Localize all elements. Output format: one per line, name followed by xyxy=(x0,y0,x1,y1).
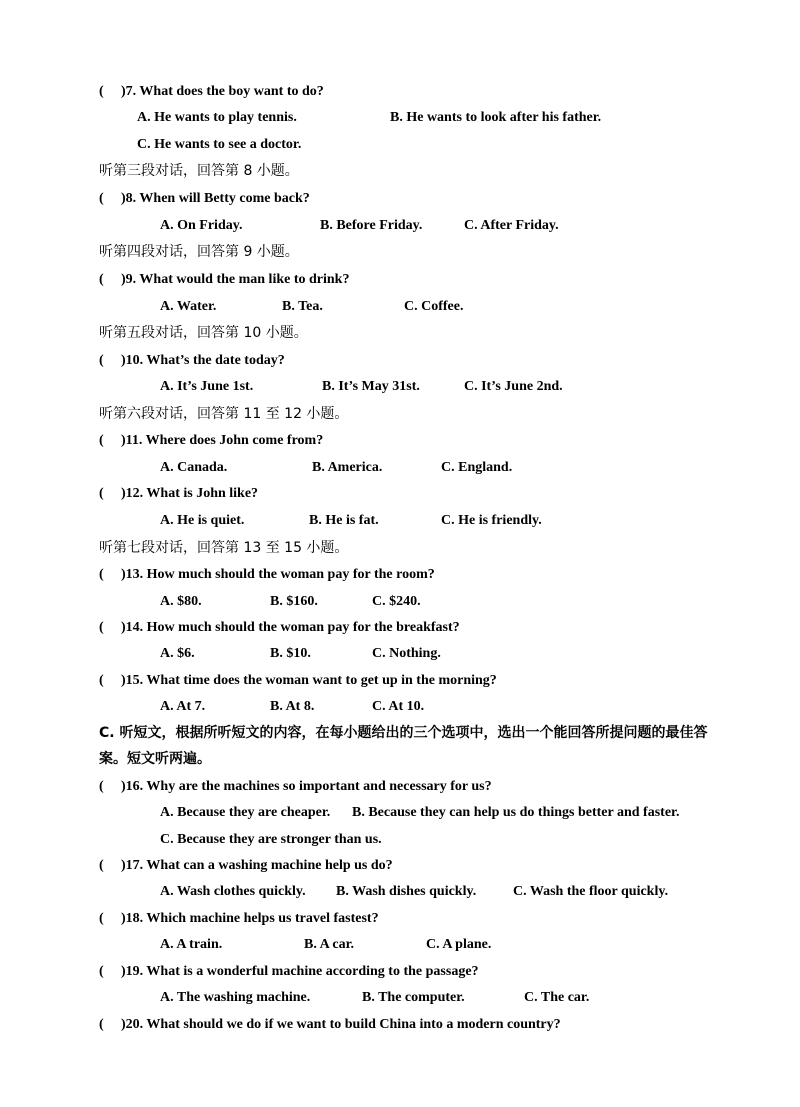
question-18 xyxy=(99,910,379,928)
question-number: )8. xyxy=(121,191,137,206)
section-heading: 听第三段对话，回答第 8 小题。 xyxy=(99,163,299,179)
question-number: )20. xyxy=(121,1017,144,1032)
question-9 xyxy=(99,271,349,289)
question-text: What should we do if we want to build China into a modern country? xyxy=(146,1017,561,1032)
option-a: A. $80. xyxy=(160,594,202,609)
answer-blank[interactable]: ( xyxy=(99,858,104,873)
question-text: What would the man like to drink? xyxy=(139,272,350,287)
answer-blank[interactable]: ( xyxy=(99,620,104,635)
question-13 xyxy=(99,566,435,584)
question-number: )14. xyxy=(121,620,144,635)
question-12 xyxy=(99,485,258,503)
question-10 xyxy=(99,352,285,370)
question-number: )12. xyxy=(121,486,144,501)
question-17 xyxy=(99,857,393,875)
answer-blank[interactable]: ( xyxy=(99,964,104,979)
question-text: How much should the woman pay for the breakfast? xyxy=(146,620,460,635)
answer-blank[interactable]: ( xyxy=(99,567,104,582)
question-text: How much should the woman pay for the room? xyxy=(146,567,435,582)
answer-blank[interactable]: ( xyxy=(99,486,104,501)
option-a: A. It’s June 1st. xyxy=(160,379,254,394)
question-20 xyxy=(99,1016,561,1034)
option-c: C. At 10. xyxy=(372,699,425,714)
section-heading: 听第五段对话，回答第 10 小题。 xyxy=(99,325,308,341)
answer-blank[interactable]: ( xyxy=(99,433,104,448)
question-number: )9. xyxy=(121,272,137,287)
question-text: What is a wonderful machine according to the passage? xyxy=(146,964,479,979)
option-c: C. A plane. xyxy=(426,937,492,952)
option-a: A. At 7. xyxy=(160,699,206,714)
answer-blank[interactable]: ( xyxy=(99,1017,104,1032)
question-14 xyxy=(99,619,460,637)
answer-blank[interactable]: ( xyxy=(99,779,104,794)
question-19 xyxy=(99,963,479,981)
answer-blank[interactable]: ( xyxy=(99,911,104,926)
question-number: )19. xyxy=(121,964,144,979)
option-b: B. The computer. xyxy=(362,990,465,1005)
question-text: Why are the machines so important and necessary for us? xyxy=(146,779,492,794)
question-8 xyxy=(99,190,310,208)
option-b: B. He is fat. xyxy=(309,513,379,528)
section-heading: 听第七段对话，回答第 13 至 15 小题。 xyxy=(99,540,349,556)
option-c: C. Nothing. xyxy=(372,646,441,661)
option-a: A. $6. xyxy=(160,646,195,661)
question-text: When will Betty come back? xyxy=(139,191,310,206)
option-b: B. Wash dishes quickly. xyxy=(336,884,477,899)
section-heading: 听第四段对话，回答第 9 小题。 xyxy=(99,244,299,260)
question-number: )7. xyxy=(121,84,137,99)
option-a: A. The washing machine. xyxy=(160,990,311,1005)
question-11 xyxy=(99,432,323,450)
option-a: A. Because they are cheaper. xyxy=(160,805,331,820)
option-c: C. Coffee. xyxy=(404,299,464,314)
question-number: )17. xyxy=(121,858,144,873)
section-heading: 听第六段对话，回答第 11 至 12 小题。 xyxy=(99,406,349,422)
option-b: B. $10. xyxy=(270,646,311,661)
option-a: A. Canada. xyxy=(160,460,228,475)
option-c: C. England. xyxy=(441,460,513,475)
option-b: B. It’s May 31st. xyxy=(322,379,420,394)
question-16 xyxy=(99,778,492,796)
option-a: A. He wants to play tennis. xyxy=(137,110,297,125)
option-b: B. America. xyxy=(312,460,383,475)
option-a: A. Wash clothes quickly. xyxy=(160,884,306,899)
question-number: )15. xyxy=(121,673,144,688)
question-number: )13. xyxy=(121,567,144,582)
question-text: What time does the woman want to get up in the morning? xyxy=(146,673,497,688)
option-c: C. The car. xyxy=(524,990,590,1005)
question-number: )18. xyxy=(121,911,144,926)
option-c: C. After Friday. xyxy=(464,218,559,233)
option-a: A. Water. xyxy=(160,299,217,314)
question-text: Which machine helps us travel fastest? xyxy=(146,911,379,926)
question-text: What’s the date today? xyxy=(146,353,285,368)
option-b: B. He wants to look after his father. xyxy=(390,110,602,125)
option-c: C. Because they are stronger than us. xyxy=(160,832,382,847)
question-text: What is John like? xyxy=(146,486,259,501)
option-c: C. He is friendly. xyxy=(441,513,542,528)
answer-blank[interactable]: ( xyxy=(99,353,104,368)
option-a: A. A train. xyxy=(160,937,223,952)
option-c: C. It’s June 2nd. xyxy=(464,379,563,394)
question-7 xyxy=(99,83,324,101)
option-c: C. $240. xyxy=(372,594,421,609)
option-b: B. Before Friday. xyxy=(320,218,423,233)
option-a: A. On Friday. xyxy=(160,218,243,233)
answer-blank[interactable]: ( xyxy=(99,272,104,287)
question-text: What does the boy want to do? xyxy=(139,84,324,99)
option-c: C. Wash the floor quickly. xyxy=(513,884,669,899)
question-15 xyxy=(99,672,497,690)
option-c: C. He wants to see a doctor. xyxy=(137,137,302,152)
option-b: B. Tea. xyxy=(282,299,323,314)
option-b: B. A car. xyxy=(304,937,355,952)
question-text: Where does John come from? xyxy=(145,433,324,448)
answer-blank[interactable]: ( xyxy=(99,673,104,688)
option-b: B. Because they can help us do things better and faster. xyxy=(352,805,680,820)
question-number: )11. xyxy=(121,433,143,448)
option-b: B. At 8. xyxy=(270,699,315,714)
answer-blank[interactable]: ( xyxy=(99,84,104,99)
section-c-instructions: C. 听短文，根据所听短文的内容，在每小题给出的三个选项中，选出一个能回答所提问题的最佳答案。短文听两遍。 xyxy=(99,725,708,767)
question-number: )10. xyxy=(121,353,144,368)
option-a: A. He is quiet. xyxy=(160,513,245,528)
option-b: B. $160. xyxy=(270,594,318,609)
answer-blank[interactable]: ( xyxy=(99,191,104,206)
question-number: )16. xyxy=(121,779,144,794)
question-text: What can a washing machine help us do? xyxy=(146,858,393,873)
